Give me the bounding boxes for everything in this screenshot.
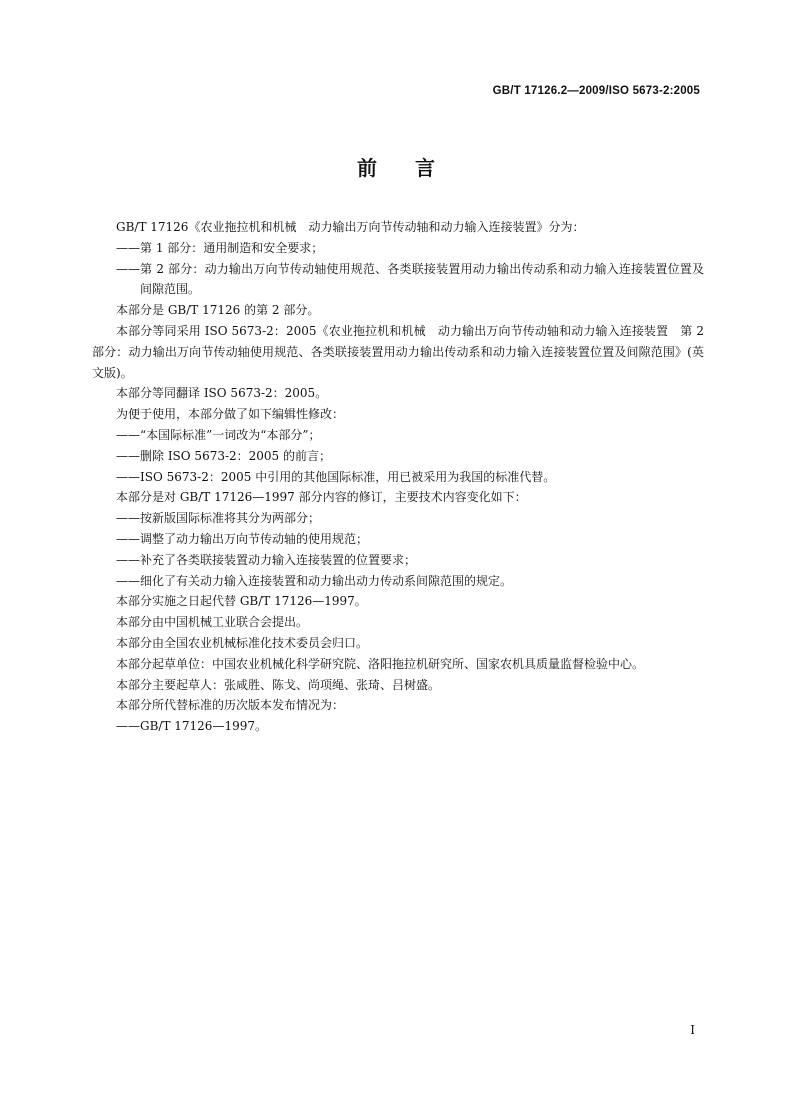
list-item-editorial-3: ——ISO 5673-2：2005 中引用的其他国际标准，用已被采用为我国的标准代替。 [116, 469, 556, 484]
paragraph-series-intro: GB/T 17126《农业拖拉机和机械 动力输出万向节传动轴和动力输入连接装置》分为： [116, 220, 585, 234]
paragraph-translation: 本部分等同翻译 ISO 5673-2：2005。 [116, 386, 328, 401]
list-item-editorial-2: ——删除 ISO 5673-2：2005 的前言； [116, 448, 332, 463]
list-item-change-3: ——补充了各类联接装置动力输入连接装置的位置要求； [116, 552, 417, 567]
list-item-history-1: ——GB/T 17126—1997。 [116, 719, 267, 734]
list-item-change-2: ——调整了动力输出万向节传动轴的使用规范； [116, 531, 369, 546]
list-item-part-2: ——第 2 部分：动力输出万向节传动轴使用规范、各类联接装置用动力输出传动系和动力输入连接装置位置及间隙范围。 [116, 261, 704, 297]
standard-code-header: GB/T 17126.2—2009/ISO 5673-2:2005 [492, 85, 700, 97]
list-item-change-4: ——细化了有关动力输入连接装置和动力输出动力传动系间隙范围的规定。 [116, 573, 513, 588]
page-number: I [690, 1023, 695, 1037]
paragraph-part-scope: 本部分是 GB/T 17126 的第 2 部分。 [116, 303, 320, 318]
paragraph-editorial-intro: 为便于使用，本部分做了如下编辑性修改： [116, 407, 345, 422]
paragraph-history-intro: 本部分所代替标准的历次版本发布情况为： [116, 698, 345, 713]
paragraph-administered-by: 本部分由全国农业机械标准化技术委员会归口。 [116, 635, 369, 650]
page-title: 前言 [357, 156, 473, 180]
paragraph-drafters: 本部分主要起草人：张咸胜、陈戈、尚项绳、张琦、吕树盛。 [116, 677, 441, 692]
foreword-body [92, 217, 704, 737]
paragraph-drafting-units: 本部分起草单位：中国农业机械化科学研究院、洛阳拖拉机研究所、国家农机具质量监督检验中心。 [116, 656, 645, 671]
list-item-editorial-1: ——“本国际标准”一词改为“本部分”； [116, 427, 321, 442]
paragraph-proposed-by: 本部分由中国机械工业联合会提出。 [116, 615, 309, 630]
paragraph-replaces: 本部分实施之日起代替 GB/T 17126—1997。 [116, 594, 367, 609]
list-item-change-1: ——按新版国际标准将其分为两部分； [116, 511, 321, 526]
list-item-part-1: ——第 1 部分：通用制造和安全要求； [116, 240, 324, 255]
paragraph-revision-intro: 本部分是对 GB/T 17126—1997 部分内容的修订，主要技术内容变化如下： [116, 490, 527, 505]
paragraph-adoption: 本部分等同采用 ISO 5673-2：2005《农业拖拉机和机械 动力输出万向节传动轴和动力输入连接装置 第 2 部分：动力输出万向节传动轴使用规范、各类联接装置用动力输出传动系和动力输入连接装置位置及间隙范围》(英文版)。 [92, 323, 704, 380]
